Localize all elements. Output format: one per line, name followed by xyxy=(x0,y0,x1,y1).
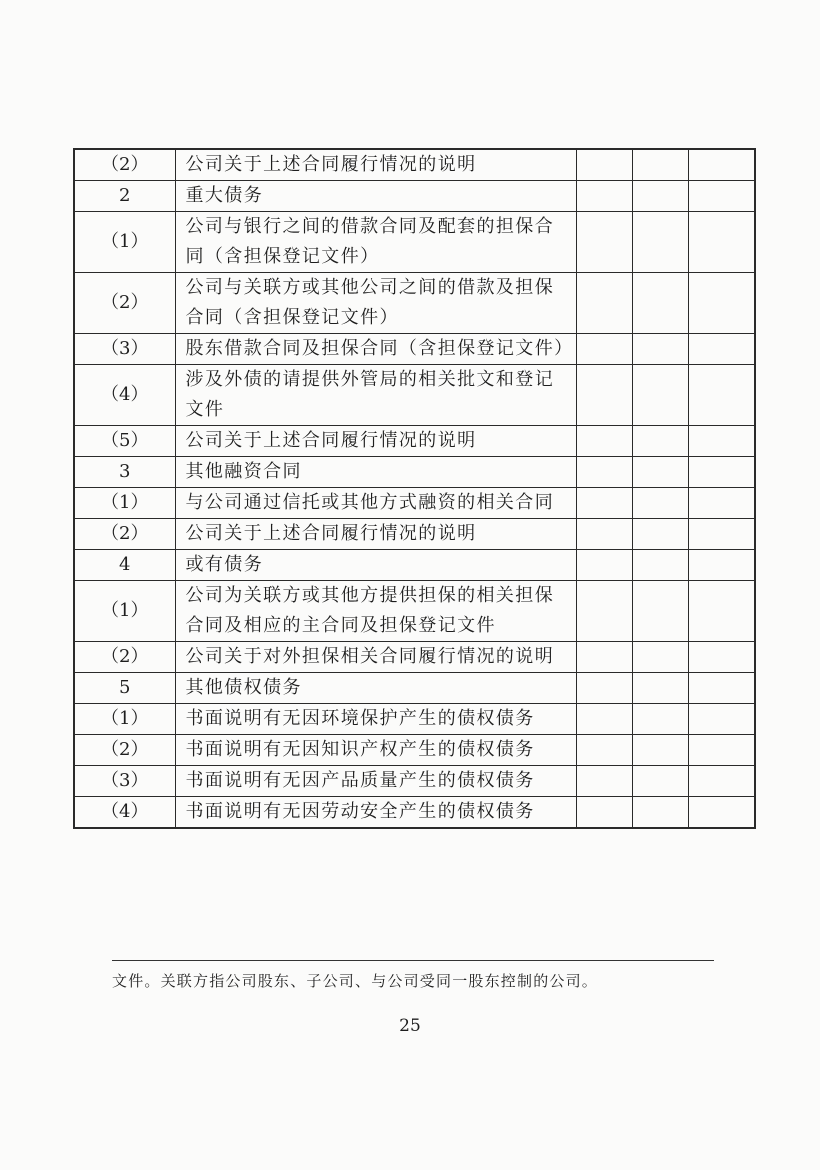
row-number: （4） xyxy=(74,797,175,829)
table-row xyxy=(74,797,755,829)
blank-cell xyxy=(688,334,755,365)
table-row xyxy=(74,704,755,735)
blank-cell xyxy=(688,704,755,735)
row-number: （2） xyxy=(74,273,175,334)
row-number: （2） xyxy=(74,519,175,550)
row-item-text: 公司与银行之间的借款合同及配套的担保合同（含担保登记文件） xyxy=(175,212,576,273)
row-item-text: 涉及外债的请提供外管局的相关批文和登记文件 xyxy=(175,365,576,426)
blank-cell xyxy=(688,365,755,426)
blank-cell xyxy=(576,212,632,273)
blank-cell xyxy=(688,673,755,704)
blank-cell xyxy=(576,181,632,212)
table-row xyxy=(74,426,755,457)
row-number: （1） xyxy=(74,212,175,273)
row-number: （3） xyxy=(74,766,175,797)
blank-cell xyxy=(632,673,688,704)
blank-cell xyxy=(576,488,632,519)
footnote-divider xyxy=(112,960,714,961)
row-number: （2） xyxy=(74,642,175,673)
blank-cell xyxy=(576,766,632,797)
blank-cell xyxy=(632,797,688,829)
row-number: （1） xyxy=(74,704,175,735)
blank-cell xyxy=(688,550,755,581)
row-item-text: 公司关于上述合同履行情况的说明 xyxy=(175,149,576,181)
blank-cell xyxy=(688,766,755,797)
blank-cell xyxy=(576,642,632,673)
row-item-text: 公司为关联方或其他方提供担保的相关担保合同及相应的主合同及担保登记文件 xyxy=(175,581,576,642)
footnote-text: 文件。关联方指公司股东、子公司、与公司受同一股东控制的公司。 xyxy=(112,972,599,990)
row-item-text: 其他债权债务 xyxy=(175,673,576,704)
blank-cell xyxy=(632,181,688,212)
table-row xyxy=(74,673,755,704)
blank-cell xyxy=(688,426,755,457)
blank-cell xyxy=(688,519,755,550)
row-item-text: 公司关于上述合同履行情况的说明 xyxy=(175,519,576,550)
table-row xyxy=(74,550,755,581)
blank-cell xyxy=(576,735,632,766)
blank-cell xyxy=(576,457,632,488)
blank-cell xyxy=(576,149,632,181)
blank-cell xyxy=(576,519,632,550)
row-number: （3） xyxy=(74,334,175,365)
blank-cell xyxy=(632,334,688,365)
row-item-text: 书面说明有无因产品质量产生的债权债务 xyxy=(175,766,576,797)
row-number: （2） xyxy=(74,149,175,181)
blank-cell xyxy=(576,426,632,457)
table-row xyxy=(74,334,755,365)
row-item-text: 书面说明有无因知识产权产生的债权债务 xyxy=(175,735,576,766)
row-item-text: 公司与关联方或其他公司之间的借款及担保合同（含担保登记文件） xyxy=(175,273,576,334)
blank-cell xyxy=(688,488,755,519)
row-number: （5） xyxy=(74,426,175,457)
table-row xyxy=(74,488,755,519)
table-row xyxy=(74,519,755,550)
blank-cell xyxy=(632,519,688,550)
blank-cell xyxy=(632,766,688,797)
row-number: （2） xyxy=(74,735,175,766)
blank-cell xyxy=(632,149,688,181)
row-item-text: 书面说明有无因劳动安全产生的债权债务 xyxy=(175,797,576,829)
blank-cell xyxy=(576,334,632,365)
blank-cell xyxy=(688,273,755,334)
table-body xyxy=(74,149,755,828)
blank-cell xyxy=(632,642,688,673)
blank-cell xyxy=(576,550,632,581)
table-row xyxy=(74,212,755,273)
blank-cell xyxy=(632,365,688,426)
row-number: 2 xyxy=(74,181,175,212)
row-item-text: 书面说明有无因环境保护产生的债权债务 xyxy=(175,704,576,735)
row-item-text: 重大债务 xyxy=(175,181,576,212)
blank-cell xyxy=(632,273,688,334)
blank-cell xyxy=(632,550,688,581)
table-row xyxy=(74,181,755,212)
table-row xyxy=(74,735,755,766)
table-row xyxy=(74,273,755,334)
table-row xyxy=(74,766,755,797)
blank-cell xyxy=(688,581,755,642)
blank-cell xyxy=(688,457,755,488)
blank-cell xyxy=(632,457,688,488)
blank-cell xyxy=(688,212,755,273)
blank-cell xyxy=(632,735,688,766)
row-item-text: 公司关于对外担保相关合同履行情况的说明 xyxy=(175,642,576,673)
row-item-text: 或有债务 xyxy=(175,550,576,581)
page-number: 25 xyxy=(399,1016,421,1036)
blank-cell xyxy=(576,581,632,642)
blank-cell xyxy=(576,673,632,704)
row-number: （1） xyxy=(74,581,175,642)
row-number: 5 xyxy=(74,673,175,704)
blank-cell xyxy=(688,149,755,181)
row-number: （4） xyxy=(74,365,175,426)
blank-cell xyxy=(632,581,688,642)
blank-cell xyxy=(632,426,688,457)
row-number: （1） xyxy=(74,488,175,519)
blank-cell xyxy=(688,181,755,212)
row-item-text: 公司关于上述合同履行情况的说明 xyxy=(175,426,576,457)
row-item-text: 股东借款合同及担保合同（含担保登记文件） xyxy=(175,334,576,365)
table-row xyxy=(74,581,755,642)
row-number: 3 xyxy=(74,457,175,488)
blank-cell xyxy=(576,365,632,426)
blank-cell xyxy=(632,212,688,273)
blank-cell xyxy=(632,704,688,735)
table-row xyxy=(74,457,755,488)
table-row xyxy=(74,642,755,673)
blank-cell xyxy=(576,797,632,829)
blank-cell xyxy=(688,735,755,766)
document-table xyxy=(73,148,756,829)
table-row xyxy=(74,365,755,426)
row-item-text: 其他融资合同 xyxy=(175,457,576,488)
row-number: 4 xyxy=(74,550,175,581)
row-item-text: 与公司通过信托或其他方式融资的相关合同 xyxy=(175,488,576,519)
blank-cell xyxy=(688,642,755,673)
blank-cell xyxy=(576,704,632,735)
blank-cell xyxy=(632,488,688,519)
blank-cell xyxy=(688,797,755,829)
blank-cell xyxy=(576,273,632,334)
table-row xyxy=(74,149,755,181)
